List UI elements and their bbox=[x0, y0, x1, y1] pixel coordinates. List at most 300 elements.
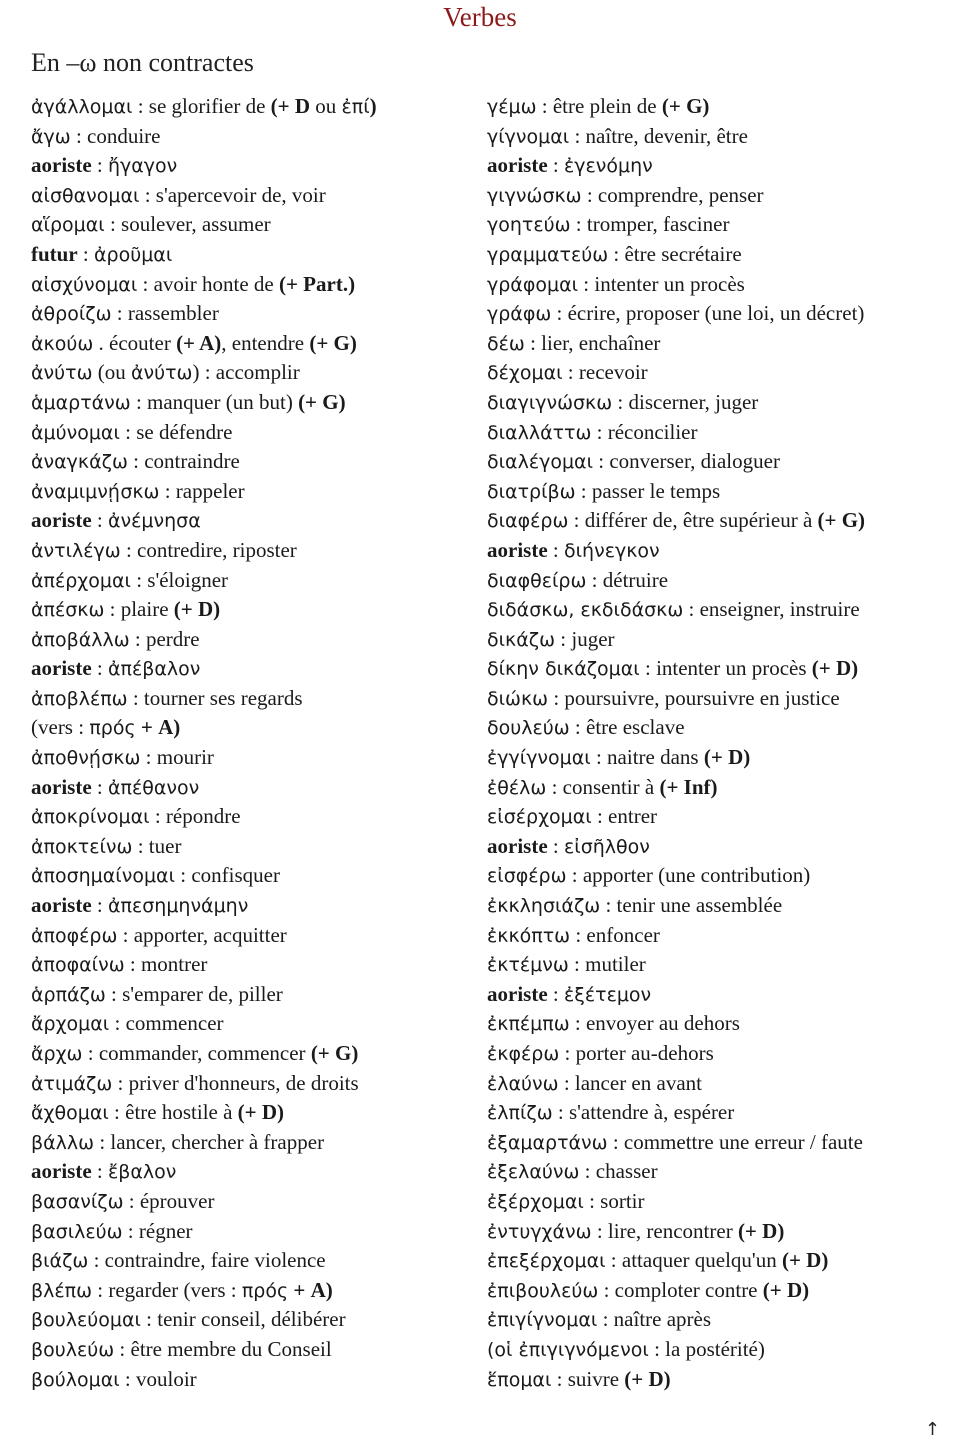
definition-text: : commander, commencer bbox=[82, 1041, 311, 1065]
verb-entry bbox=[31, 1217, 471, 1247]
greek-term: γίγνομαι bbox=[487, 125, 570, 148]
verb-entry bbox=[31, 329, 471, 359]
definition-text: : répondre bbox=[149, 804, 241, 829]
verb-entry bbox=[487, 773, 957, 803]
definition-text: : enseigner, instruire bbox=[683, 597, 860, 622]
grammar-marker: (+ D bbox=[270, 94, 311, 118]
definition-text: : se défendre bbox=[119, 419, 233, 444]
greek-term: ἀπέβαλον bbox=[108, 658, 201, 681]
definition-text: : juger bbox=[555, 626, 615, 651]
greek-term: ἐκκόπτω bbox=[487, 924, 571, 947]
definition-text: : montrer bbox=[124, 952, 208, 977]
verb-entry bbox=[31, 358, 471, 388]
greek-term: βασιλεύω bbox=[31, 1220, 123, 1243]
greek-term: γραμματεύω bbox=[487, 243, 609, 266]
verb-entry bbox=[487, 270, 957, 300]
greek-term: δέχομαι bbox=[487, 362, 563, 385]
verb-entry bbox=[487, 595, 957, 625]
verb-entry bbox=[487, 210, 957, 240]
verb-entry bbox=[31, 506, 471, 536]
definition-text: : discerner, juger bbox=[612, 389, 759, 414]
verb-entry bbox=[31, 1157, 471, 1187]
greek-term: ἕπομαι bbox=[487, 1368, 552, 1391]
verb-entry bbox=[487, 1009, 957, 1039]
greek-term: εἰσφέρω bbox=[487, 865, 567, 888]
greek-term: βιάζω bbox=[31, 1250, 89, 1273]
verb-entry bbox=[31, 270, 471, 300]
greek-term: ἐλπίζω bbox=[487, 1102, 553, 1125]
greek-term: ἀπεσημηνάμην bbox=[108, 895, 249, 918]
greek-term: ἀποβλέπω bbox=[31, 687, 128, 710]
greek-term: αἰσχύνομαι bbox=[31, 273, 138, 296]
greek-term: αἵρομαι bbox=[31, 214, 105, 237]
greek-term: γράφω bbox=[487, 303, 552, 326]
greek-term: ἀμύνομαι bbox=[31, 421, 120, 444]
greek-term: δίκην δικάζομαι bbox=[487, 658, 640, 681]
grammar-marker: aoriste bbox=[31, 656, 92, 681]
verb-entry bbox=[31, 891, 471, 921]
verb-entry bbox=[31, 773, 471, 803]
greek-term: ἐξέτεμον bbox=[564, 983, 652, 1006]
definition-text: : plaire bbox=[104, 597, 174, 622]
greek-term: ἀπέθανον bbox=[108, 776, 200, 799]
definition-text: : bbox=[547, 537, 564, 562]
greek-term: διαφέρω bbox=[487, 510, 569, 533]
greek-term: (οἱ ἐπιγιγνόμενοι bbox=[487, 1338, 649, 1361]
greek-term: ἐκτέμνω bbox=[487, 954, 569, 977]
verb-entry bbox=[487, 1246, 957, 1276]
verb-entry bbox=[487, 358, 957, 388]
verb-entry bbox=[487, 240, 957, 270]
greek-term: ἀπέρχομαι bbox=[31, 569, 131, 592]
verb-entry bbox=[31, 1128, 471, 1158]
definition-text: : suivre bbox=[551, 1366, 625, 1391]
definition-text: . écouter bbox=[93, 330, 177, 355]
grammar-marker: (+ D) bbox=[173, 597, 221, 622]
definition-text: : la postérité) bbox=[648, 1336, 765, 1361]
definition-text: : apporter, acquitter bbox=[117, 922, 287, 947]
greek-term: διαφθείρω bbox=[487, 569, 587, 592]
verb-list-left bbox=[31, 92, 471, 1394]
greek-term: ἀθροίζω bbox=[31, 303, 112, 326]
definition-text: : tenir une assemblée bbox=[600, 893, 783, 918]
definition-text: : naitre dans bbox=[590, 745, 704, 770]
greek-term: ἐκπέμπω bbox=[487, 1013, 570, 1036]
greek-term: γιγνώσκω bbox=[487, 184, 582, 207]
greek-term: ἀποβάλλω bbox=[31, 628, 130, 651]
greek-term: ἐντυγχάνω bbox=[487, 1220, 592, 1243]
definition-text: : bbox=[91, 774, 108, 799]
definition-text: : avoir honte de bbox=[137, 271, 279, 296]
grammar-marker: aoriste bbox=[31, 774, 92, 799]
grammar-marker: (+ G) bbox=[310, 1041, 359, 1065]
verb-entry bbox=[31, 802, 471, 832]
greek-term: εἰσέρχομαι bbox=[487, 806, 592, 829]
verb-entry bbox=[487, 299, 957, 329]
verb-entry bbox=[487, 506, 957, 536]
verb-entry bbox=[487, 713, 957, 743]
definition-text: : sortir bbox=[583, 1188, 645, 1213]
greek-term: ἀτιμάζω bbox=[31, 1072, 113, 1095]
verb-entry bbox=[31, 1069, 471, 1099]
verb-entry bbox=[487, 1098, 957, 1128]
definition-text: : priver d'honneurs, de droits bbox=[112, 1070, 359, 1095]
verb-entry bbox=[31, 1276, 471, 1306]
grammar-marker: aoriste bbox=[487, 833, 548, 858]
verb-entry bbox=[31, 388, 471, 418]
verb-entry bbox=[487, 950, 957, 980]
verb-entry bbox=[31, 477, 471, 507]
definition-text: : commettre une erreur / faute bbox=[607, 1129, 863, 1154]
greek-term: ἄγω bbox=[31, 125, 71, 148]
definition-text: : manquer (un but) bbox=[130, 389, 299, 414]
definition-text: : tourner ses regards bbox=[127, 685, 303, 710]
verb-entry bbox=[487, 1128, 957, 1158]
definition-text: : naître, devenir, être bbox=[569, 123, 748, 148]
verb-entry bbox=[31, 713, 471, 743]
verb-entry bbox=[31, 861, 471, 891]
definition-text: : se glorifier de bbox=[132, 94, 271, 118]
definition-text: : écrire, proposer (une loi, un décret) bbox=[551, 301, 865, 326]
definition-text: : être membre du Conseil bbox=[114, 1336, 332, 1361]
definition-text: : bbox=[91, 153, 108, 178]
greek-term: πρός bbox=[89, 717, 136, 740]
greek-term: διαλλάττω bbox=[487, 421, 592, 444]
greek-term: ἀναμιμνῄσκω bbox=[31, 480, 160, 503]
greek-term: γέμω bbox=[487, 96, 537, 118]
greek-term: ἐξέρχομαι bbox=[487, 1190, 584, 1213]
verb-entry bbox=[487, 447, 957, 477]
greek-term: γράφομαι bbox=[487, 273, 579, 296]
verb-entry bbox=[487, 122, 957, 152]
grammar-marker: (+ Part.) bbox=[278, 271, 356, 296]
greek-term: ἐπιβουλεύω bbox=[487, 1279, 599, 1302]
grammar-marker: (+ D) bbox=[781, 1248, 829, 1273]
greek-term: ἐγενόμην bbox=[564, 155, 653, 178]
greek-term: διαλέγομαι bbox=[487, 451, 594, 474]
greek-term: αἰσθανομαι bbox=[31, 184, 140, 207]
grammar-marker: (+ D) bbox=[737, 1218, 785, 1243]
grammar-marker: (+ Inf) bbox=[659, 774, 718, 799]
section-subtitle: En –ω non contractes bbox=[31, 48, 254, 77]
definition-text: : converser, dialoguer bbox=[593, 449, 780, 474]
greek-term: ἀνύτω bbox=[130, 362, 193, 385]
grammar-marker: (+ D) bbox=[762, 1277, 810, 1302]
definition-text: : être esclave bbox=[569, 715, 685, 740]
grammar-marker: + A) bbox=[135, 715, 181, 740]
grammar-marker: ) bbox=[369, 94, 377, 118]
grammar-marker: (+ D) bbox=[624, 1366, 671, 1391]
greek-term: ἀνύτω bbox=[31, 362, 93, 385]
definition-text: : contraindre bbox=[127, 449, 240, 474]
verb-entry bbox=[487, 92, 957, 122]
verb-entry bbox=[31, 122, 471, 152]
greek-term: διατρίβω bbox=[487, 480, 576, 503]
grammar-marker: (+ A) bbox=[176, 330, 222, 355]
verb-entry bbox=[31, 595, 471, 625]
greek-term: ἀποσημαίνομαι bbox=[31, 865, 175, 888]
verb-entry bbox=[487, 861, 957, 891]
definition-text: : lire, rencontrer bbox=[591, 1218, 738, 1243]
verb-entry bbox=[31, 210, 471, 240]
greek-term: ἔβαλον bbox=[108, 1161, 177, 1184]
definition-text: : tenir conseil, délibérer bbox=[140, 1307, 346, 1332]
verb-entry bbox=[487, 388, 957, 418]
verb-entry bbox=[487, 1069, 957, 1099]
definition-text: : entrer bbox=[591, 804, 658, 829]
definition-text: : régner bbox=[122, 1218, 193, 1243]
definition-text: : différer de, être supérieur à bbox=[568, 508, 818, 533]
definition-text: : intenter un procès bbox=[578, 271, 745, 296]
verb-entry bbox=[31, 181, 471, 211]
definition-text: : comprendre, penser bbox=[581, 182, 764, 207]
greek-term: ἐπί bbox=[341, 96, 370, 118]
greek-term: βουλεύομαι bbox=[31, 1309, 141, 1332]
definition-text: : mutiler bbox=[568, 952, 646, 977]
grammar-marker: aoriste bbox=[31, 153, 92, 178]
definition-text: : naître après bbox=[597, 1307, 712, 1332]
definition-text: : être secrétaire bbox=[608, 241, 742, 266]
verb-entry bbox=[31, 447, 471, 477]
verb-entry bbox=[487, 1217, 957, 1247]
definition-text: : envoyer au dehors bbox=[569, 1011, 740, 1036]
grammar-marker: aoriste bbox=[31, 1159, 92, 1184]
verb-entry bbox=[31, 299, 471, 329]
verb-entry bbox=[487, 151, 957, 181]
greek-term: ἐκκλησιάζω bbox=[487, 895, 601, 918]
verb-entry bbox=[31, 1039, 471, 1069]
verb-entry bbox=[487, 477, 957, 507]
greek-term: δέω bbox=[487, 332, 525, 355]
definition-text: : bbox=[91, 1159, 108, 1184]
grammar-marker: (+ D) bbox=[703, 745, 751, 770]
greek-term: ἀποφαίνω bbox=[31, 954, 125, 977]
greek-term: ἀντιλέγω bbox=[31, 539, 121, 562]
verb-entry bbox=[487, 1157, 957, 1187]
verb-entry bbox=[31, 743, 471, 773]
definition-text: : bbox=[91, 508, 108, 533]
grammar-marker: (+ G) bbox=[309, 330, 357, 355]
definition-text: : être plein de bbox=[536, 94, 662, 118]
grammar-marker: aoriste bbox=[31, 893, 92, 918]
greek-term: βλέπω bbox=[31, 1279, 92, 1302]
greek-term: δικάζω bbox=[487, 628, 556, 651]
verb-entry bbox=[31, 418, 471, 448]
greek-term: ἁμαρτάνω bbox=[31, 391, 131, 414]
greek-term: ἄχθομαι bbox=[31, 1102, 109, 1125]
greek-term: ἀροῦμαι bbox=[94, 243, 173, 266]
greek-term: ἀποθνῄσκω bbox=[31, 747, 141, 770]
definition-text: ou bbox=[310, 94, 342, 118]
verb-list-right bbox=[487, 92, 957, 1394]
verb-entry bbox=[31, 625, 471, 655]
verb-entry bbox=[487, 684, 957, 714]
verb-entry bbox=[31, 950, 471, 980]
definition-text: : s'apercevoir de, voir bbox=[139, 182, 326, 207]
definition-text: : comploter contre bbox=[598, 1277, 763, 1302]
definition-text: : éprouver bbox=[123, 1188, 215, 1213]
definition-text: : recevoir bbox=[562, 360, 648, 385]
back-to-top-arrow-icon[interactable]: ↑ bbox=[924, 1419, 940, 1440]
greek-term: ἐξελαύνω bbox=[487, 1161, 580, 1184]
greek-term: ἐθέλω bbox=[487, 776, 547, 799]
greek-term: ἀνέμνησα bbox=[108, 510, 201, 533]
greek-term: ἐπιγίγνομαι bbox=[487, 1309, 598, 1332]
verb-entry bbox=[487, 1039, 957, 1069]
greek-term: ἐλαύνω bbox=[487, 1072, 559, 1095]
grammar-marker: (+ D) bbox=[811, 656, 859, 681]
verb-entry bbox=[31, 1187, 471, 1217]
verb-entry bbox=[487, 921, 957, 951]
definition-text: : poursuivre, poursuivre en justice bbox=[548, 685, 840, 710]
definition-text: : bbox=[547, 153, 564, 178]
definition-text: : soulever, assumer bbox=[104, 212, 271, 237]
definition-text: : vouloir bbox=[119, 1366, 197, 1391]
greek-term: ἐξαμαρτάνω bbox=[487, 1131, 608, 1154]
verb-entry bbox=[487, 1335, 957, 1365]
verb-entry bbox=[31, 151, 471, 181]
grammar-marker: (+ D) bbox=[237, 1100, 285, 1125]
verb-entry bbox=[31, 240, 471, 270]
greek-term: πρός bbox=[241, 1279, 289, 1302]
verb-entry bbox=[487, 980, 957, 1010]
verb-entry bbox=[487, 802, 957, 832]
greek-term: διήνεγκον bbox=[564, 539, 660, 562]
verb-entry bbox=[487, 1365, 957, 1395]
definition-text: : tromper, fasciner bbox=[570, 212, 730, 237]
verb-entry bbox=[487, 832, 957, 862]
greek-term: ἀπέσκω bbox=[31, 599, 105, 622]
grammar-marker: + A) bbox=[288, 1277, 333, 1302]
greek-term: γοητεύω bbox=[487, 214, 571, 237]
verb-entry bbox=[31, 1246, 471, 1276]
definition-text: : contraindre, faire violence bbox=[88, 1248, 326, 1273]
definition-text: , entendre bbox=[221, 330, 310, 355]
definition-text: (ou bbox=[92, 360, 131, 385]
definition-text: : passer le temps bbox=[575, 478, 721, 503]
greek-term: ἀποκτείνω bbox=[31, 835, 133, 858]
definition-text: : détruire bbox=[586, 567, 669, 592]
definition-text: : bbox=[547, 833, 564, 858]
verb-entry bbox=[31, 1365, 471, 1395]
verb-entry bbox=[487, 1305, 957, 1335]
verb-entry bbox=[487, 654, 957, 684]
grammar-marker: aoriste bbox=[487, 981, 548, 1006]
greek-term: ἐγγίγνομαι bbox=[487, 747, 591, 770]
grammar-marker: (+ G) bbox=[661, 94, 710, 118]
page-title: Verbes bbox=[443, 2, 517, 32]
greek-term: ἀκούω bbox=[31, 332, 94, 355]
definition-text: : bbox=[547, 981, 564, 1006]
verb-entry bbox=[487, 625, 957, 655]
verb-entry bbox=[487, 891, 957, 921]
verb-entry bbox=[487, 566, 957, 596]
definition-text: : attaquer quelqu'un bbox=[605, 1248, 782, 1273]
verb-entry bbox=[31, 1009, 471, 1039]
greek-term: βασανίζω bbox=[31, 1190, 124, 1213]
definition-text: : lier, enchaîner bbox=[524, 330, 661, 355]
definition-text: : bbox=[77, 241, 95, 266]
definition-text: : perdre bbox=[129, 626, 200, 651]
definition-text: : apporter (une contribution) bbox=[566, 863, 811, 888]
definition-text: : rappeler bbox=[159, 478, 245, 503]
definition-text: : rassembler bbox=[111, 301, 219, 326]
greek-term: ἀναγκάζω bbox=[31, 451, 128, 474]
definition-text: : lancer en avant bbox=[558, 1070, 702, 1095]
grammar-marker: aoriste bbox=[487, 153, 548, 178]
definition-text: : tuer bbox=[132, 833, 182, 858]
definition-text: : lancer, chercher à frapper bbox=[94, 1129, 325, 1154]
verb-entry bbox=[31, 684, 471, 714]
verb-entry bbox=[31, 1305, 471, 1335]
greek-term: ἐκφέρω bbox=[487, 1043, 560, 1065]
definition-text: : porter au-dehors bbox=[559, 1041, 714, 1065]
verb-entry bbox=[31, 566, 471, 596]
verb-entry bbox=[487, 536, 957, 566]
verb-entry bbox=[31, 536, 471, 566]
grammar-marker: (+ G) bbox=[298, 389, 346, 414]
definition-text: : bbox=[91, 893, 108, 918]
greek-term: ἁρπάζω bbox=[31, 983, 106, 1006]
definition-text: : contredire, riposter bbox=[120, 537, 297, 562]
definition-text: : commencer bbox=[109, 1011, 224, 1036]
greek-term: διαγιγνώσκω bbox=[487, 391, 613, 414]
definition-text: : confisquer bbox=[175, 863, 280, 888]
greek-term: ἄρχω bbox=[31, 1043, 83, 1065]
greek-term: βάλλω bbox=[31, 1131, 95, 1154]
definition-text: (vers : bbox=[31, 715, 90, 740]
definition-text: : s'attendre à, espérer bbox=[552, 1100, 735, 1125]
grammar-marker: aoriste bbox=[487, 537, 548, 562]
definition-text: : être hostile à bbox=[108, 1100, 238, 1125]
verb-entry bbox=[31, 654, 471, 684]
definition-text: : regarder (vers : bbox=[92, 1277, 242, 1302]
verb-entry bbox=[31, 1098, 471, 1128]
greek-term: διδάσκω, εκδιδάσκω bbox=[487, 599, 684, 622]
greek-term: ἀγάλλομαι bbox=[31, 96, 133, 118]
definition-text: : mourir bbox=[140, 745, 214, 770]
greek-term: ἄρχομαι bbox=[31, 1013, 110, 1036]
greek-term: ἐπεξέρχομαι bbox=[487, 1250, 606, 1273]
greek-term: διώκω bbox=[487, 687, 549, 710]
greek-term: βουλεύω bbox=[31, 1338, 115, 1361]
definition-text: ) : accomplir bbox=[192, 360, 300, 385]
definition-text: : bbox=[91, 656, 108, 681]
verb-entry bbox=[31, 832, 471, 862]
greek-term: εἰσῆλθον bbox=[564, 835, 650, 858]
verb-entry bbox=[487, 743, 957, 773]
definition-text: : conduire bbox=[70, 123, 161, 148]
verb-entry bbox=[487, 1276, 957, 1306]
greek-term: δουλεύω bbox=[487, 717, 570, 740]
definition-text: : réconcilier bbox=[591, 419, 698, 444]
verb-entry bbox=[487, 1187, 957, 1217]
definition-text: : s'emparer de, piller bbox=[105, 981, 283, 1006]
definition-text: : chasser bbox=[579, 1159, 658, 1184]
verb-entry bbox=[487, 329, 957, 359]
verb-entry bbox=[31, 1335, 471, 1365]
definition-text: : intenter un procès bbox=[639, 656, 812, 681]
definition-text: : enfoncer bbox=[570, 922, 660, 947]
greek-term: ἀποκρίνομαι bbox=[31, 806, 150, 829]
verb-entry bbox=[31, 980, 471, 1010]
verb-entry bbox=[31, 92, 471, 122]
grammar-marker: aoriste bbox=[31, 508, 92, 533]
verb-entry bbox=[487, 418, 957, 448]
definition-text: : consentir à bbox=[546, 774, 660, 799]
grammar-marker: (+ G) bbox=[817, 508, 866, 533]
verb-entry bbox=[31, 921, 471, 951]
